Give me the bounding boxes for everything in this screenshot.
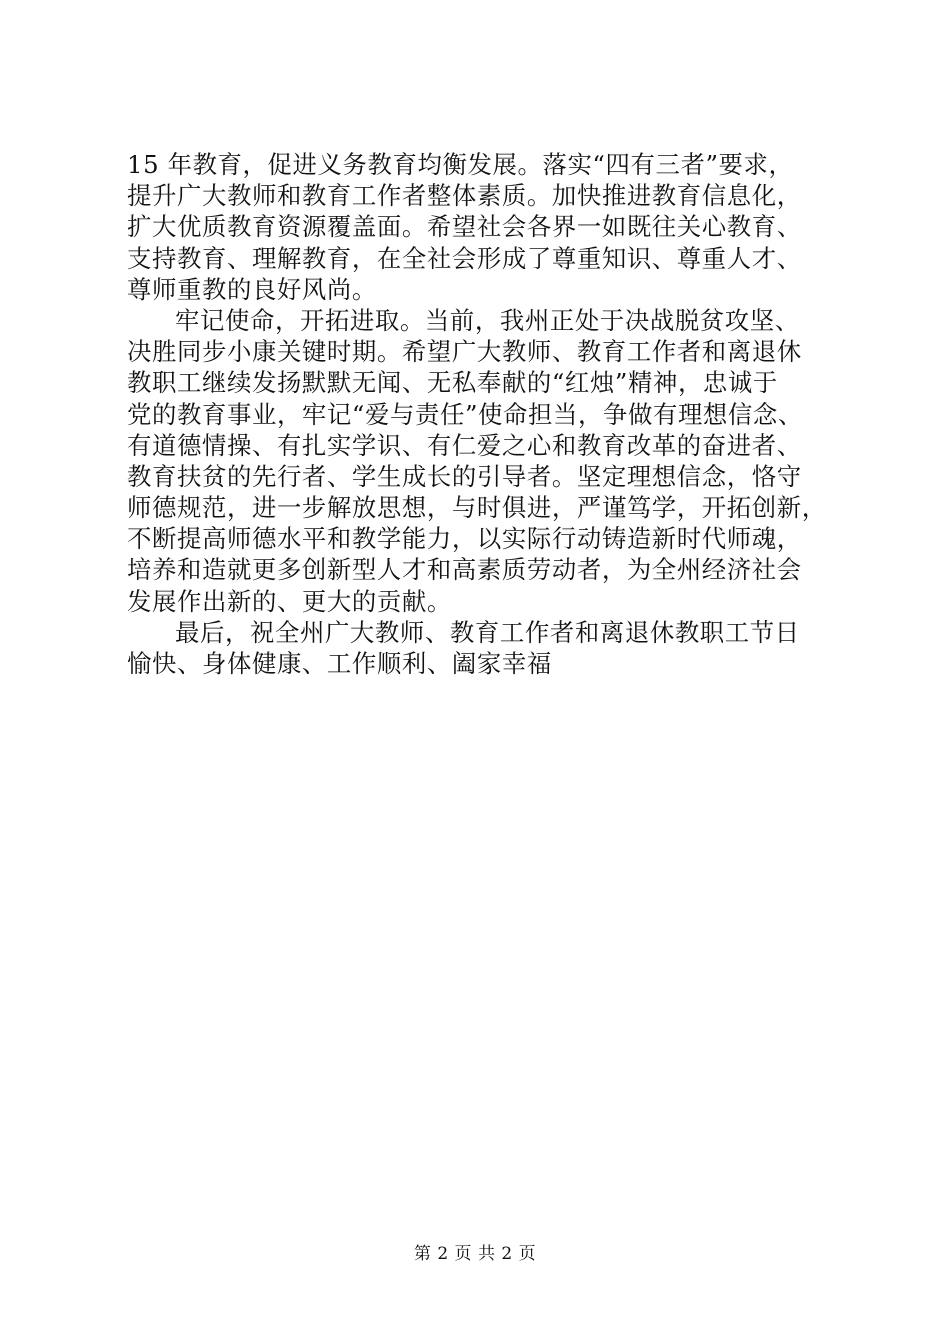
text-line: 培养和造就更多创新型人才和高素质劳动者，为全州经济社会	[127, 555, 802, 585]
text-line: 牢记使命，开拓进取。当前，我州正处于决战脱贫攻坚、	[175, 305, 800, 335]
text-line: 最后，祝全州广大教师、教育工作者和离退休教职工节日	[175, 617, 800, 647]
text-line: 15 年教育，促进义务教育均衡发展。落实“四有三者”要求，	[127, 150, 794, 179]
text-line: 师德规范，进一步解放思想，与时俱进，严谨笃学，开拓创新，	[127, 493, 827, 523]
text-line: 发展作出新的、更大的贡献。	[127, 586, 452, 616]
paragraph-p2	[127, 305, 832, 617]
text-line: 教职工继续发扬默默无闻、无私奉献的“红烛”精神，忠诚于	[127, 368, 778, 398]
body-text	[127, 149, 832, 679]
text-line: 有道德情操、有扎实学识、有仁爱之心和教育改革的奋进者、	[127, 430, 802, 460]
text-line: 尊师重教的良好风尚。	[127, 274, 377, 304]
text-line: 扩大优质教育资源覆盖面。希望社会各界一如既往关心教育、	[127, 212, 802, 242]
page-number-label: 第 2 页 共 2 页	[413, 1244, 537, 1264]
text-line: 教育扶贫的先行者、学生成长的引导者。坚定理想信念，恪守	[127, 461, 802, 491]
text-line: 愉快、身体健康、工作顺利、阖家幸福	[127, 649, 552, 678]
text-line: 不断提高师德水平和教学能力，以实际行动铸造新时代师魂，	[127, 524, 802, 554]
text-line: 支持教育、理解教育，在全社会形成了尊重知识、尊重人才、	[127, 243, 802, 273]
text-line: 党的教育事业，牢记“爱与责任”使命担当，争做有理想信念、	[127, 399, 803, 429]
text-line: 提升广大教师和教育工作者整体素质。加快推进教育信息化，	[127, 181, 802, 211]
page-footer	[0, 1243, 950, 1265]
text-line: 决胜同步小康关键时期。希望广大教师、教育工作者和离退休	[127, 337, 802, 367]
paragraph-p3	[127, 617, 832, 679]
paragraph-p1	[127, 149, 832, 305]
